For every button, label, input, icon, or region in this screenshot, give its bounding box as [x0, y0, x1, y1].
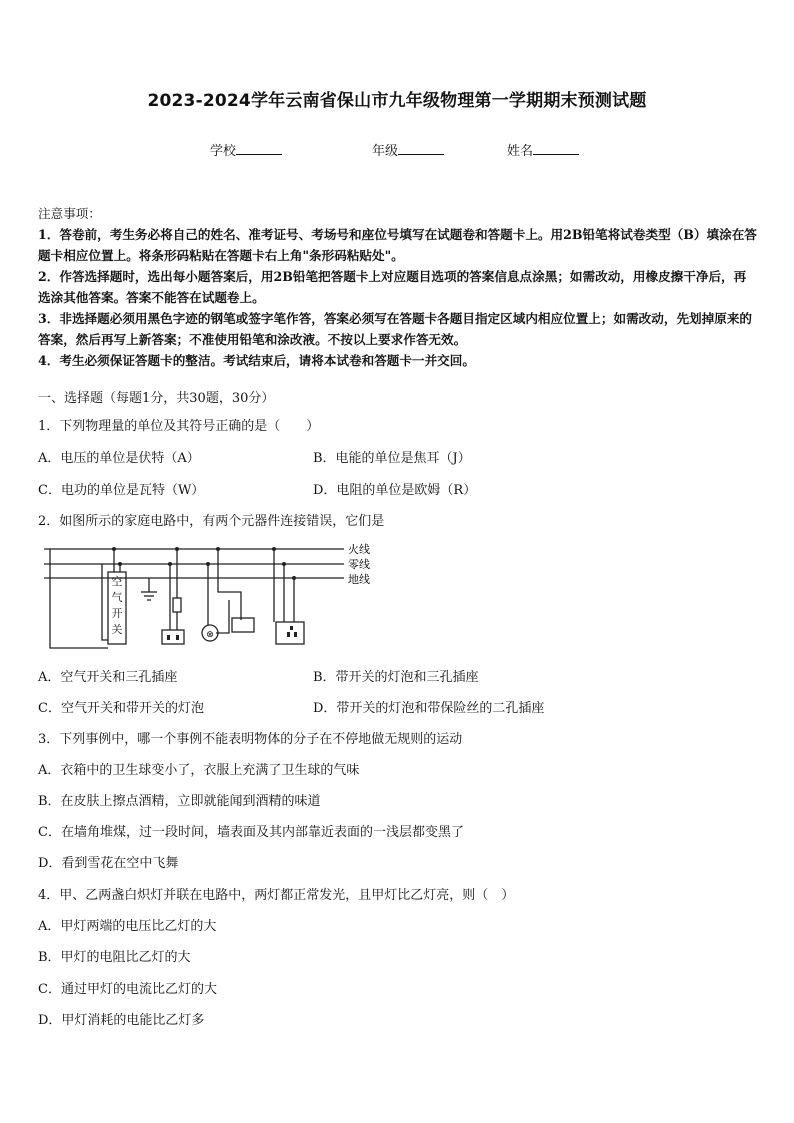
- grade-blank: [398, 142, 444, 155]
- school-label: 学校: [210, 144, 237, 159]
- notes: [38, 203, 758, 371]
- page-title: 2023-2024学年云南省保山市九年级物理第一学期期末预测试题: [147, 91, 647, 111]
- q1-option-c: C．电功的单位是瓦特（W）: [38, 483, 205, 498]
- question-2-stem: 2．如图所示的家庭电路中，有两个元器件连接错误，它们是: [38, 514, 385, 529]
- q3-option-c: C．在墙角堆煤，过一段时间，墙表面及其内部靠近表面的一浅层都变黑了: [38, 825, 464, 840]
- neutral-wire-label: 零线: [348, 558, 370, 571]
- q2-option-c: C．空气开关和带开关的灯泡: [38, 701, 204, 716]
- notes-header: 注意事项：: [38, 206, 101, 221]
- q4-option-b: B．甲灯的电阻比乙灯的大: [38, 950, 191, 965]
- q4-option-d: D．甲灯消耗的电能比乙灯多: [38, 1013, 205, 1028]
- name-field: [507, 140, 579, 159]
- question-4-stem: 4．甲、乙两盏白炽灯并联在电路中，两灯都正常发光，且甲灯比乙灯亮，则（ ）: [38, 888, 515, 903]
- q4-option-a: A．甲灯两端的电压比乙灯的大: [38, 919, 217, 934]
- q2-option-a: A．空气开关和三孔插座: [38, 670, 178, 685]
- ground-wire-label: 地线: [348, 573, 370, 586]
- question-3-stem: 3．下列事例中，哪一个事例不能表明物体的分子在不停地做无规则的运动: [38, 732, 463, 747]
- lamp-icon: ⊗: [206, 630, 214, 640]
- grade-field: [372, 140, 444, 159]
- note-item: 2．作答选择题时，选出每小题答案后，用2B铅笔把答题卡上对应题目选项的答案信息点涂黑；如需改动，用橡皮擦干净后，再选涂其他答案。答案不能答在试题卷上。: [38, 269, 747, 305]
- q2-option-d: D．带开关的灯泡和带保险丝的二孔插座: [313, 701, 545, 716]
- note-item: 1．答卷前，考生务必将自己的姓名、准考证号、考场号和座位号填写在试题卷和答题卡上。用2B铅笔将试卷类型（B）填涂在答题卡相应位置上。将条形码粘贴在答题卡右上角"条形码粘贴处"。: [38, 227, 757, 263]
- q1-option-a: A．电压的单位是伏特（A）: [38, 451, 200, 466]
- section-heading: 一、选择题（每题1分，共30题，30分）: [38, 391, 275, 406]
- school-field: [210, 140, 282, 159]
- q4-option-c: C．通过甲灯的电流比乙灯的大: [38, 982, 217, 997]
- school-blank: [236, 142, 282, 155]
- household-circuit-diagram: [44, 540, 384, 655]
- q3-option-d: D．看到雪花在空中飞舞: [38, 856, 179, 871]
- note-item: 3．非选择题必须用黑色字迹的钢笔或签字笔作答，答案必须写在答题卡各题目指定区域内相应位置上；如需改动，先划掉原来的答案，然后再写上新答案；不准使用铅笔和涂改液。不按以上要求作答无效。: [38, 311, 753, 347]
- question-1-stem: 1．下列物理量的单位及其符号正确的是（ ）: [38, 419, 320, 434]
- q1-option-b: B．电能的单位是焦耳（J）: [313, 451, 471, 466]
- q3-option-b: B．在皮肤上擦点酒精，立即就能闻到酒精的味道: [38, 794, 321, 809]
- name-blank: [533, 142, 579, 155]
- q1-option-d: D．电阻的单位是欧姆（R）: [313, 483, 477, 498]
- name-label: 姓名: [507, 144, 534, 159]
- q3-option-a: A．衣箱中的卫生球变小了，衣服上充满了卫生球的气味: [38, 763, 360, 778]
- grade-label: 年级: [372, 144, 399, 159]
- q2-option-b: B．带开关的灯泡和三孔插座: [313, 670, 479, 685]
- note-item: 4．考生必须保证答题卡的整洁。考试结束后，请将本试卷和答题卡一并交回。: [38, 353, 475, 368]
- air-switch-label: 空气开关: [111, 575, 123, 636]
- live-wire-label: 火线: [348, 543, 370, 556]
